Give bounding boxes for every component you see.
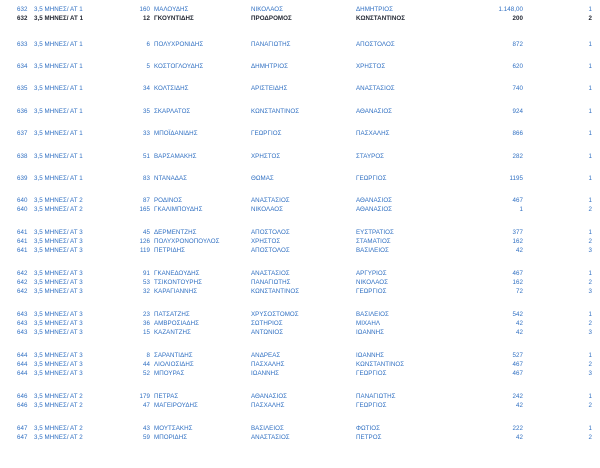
amount-cell: 42 [516,434,523,441]
row-id: 640 [17,197,28,204]
surname-cell: ΣΚΑΡΛΑΤΟΣ [154,108,191,115]
father-name-cell: ΚΩΝΣΤΑΝΤΙΝΟΣ [356,361,405,368]
father-name-cell: ΝΙΚΟΛΑΟΣ [356,279,388,286]
father-name-cell: ΚΩΝΣΤΑΝΤΙΝΟΣ [356,15,405,22]
amount-cell: 866 [512,130,523,137]
duration-cell: 3,5 ΜΗΝΕΣ/ ΑΤ 3 [34,229,83,236]
amount-cell: 1195 [509,175,523,182]
table-row [0,247,600,255]
order-cell: 1 [588,175,592,182]
father-name-cell: ΣΤΑΜΑΤΙΟΣ [356,238,391,245]
father-name-cell: ΠΑΣΧΑΛΗΣ [356,130,390,137]
number-cell: 53 [143,279,150,286]
surname-cell: ΓΚΑΛΙΜΠΟΥΔΗΣ [154,206,203,213]
order-cell: 1 [588,352,592,359]
duration-cell: 3,5 ΜΗΝΕΣ/ ΑΤ 2 [34,206,83,213]
duration-cell: 3,5 ΜΗΝΕΣ/ ΑΤ 3 [34,279,83,286]
row-id: 644 [17,361,28,368]
duration-cell: 3,5 ΜΗΝΕΣ/ ΑΤ 3 [34,311,83,318]
amount-cell: 542 [512,311,523,318]
duration-cell: 3,5 ΜΗΝΕΣ/ ΑΤ 1 [34,63,83,70]
order-cell: 2 [588,361,592,368]
order-cell: 1 [588,41,592,48]
father-name-cell: ΦΩΤΙΟΣ [356,425,380,432]
order-cell: 1 [588,425,592,432]
row-id: 636 [17,108,28,115]
amount-cell: 740 [512,85,523,92]
duration-cell: 3,5 ΜΗΝΕΣ/ ΑΤ 3 [34,320,83,327]
duration-cell: 3,5 ΜΗΝΕΣ/ ΑΤ 1 [34,108,83,115]
first-name-cell: ΑΝΑΣΤΑΣΙΟΣ [251,434,290,441]
table-row [0,402,600,410]
order-cell: 2 [588,320,592,327]
amount-cell: 72 [516,288,523,295]
duration-cell: 3,5 ΜΗΝΕΣ/ ΑΤ 1 [34,130,83,137]
number-cell: 87 [143,197,150,204]
duration-cell: 3,5 ΜΗΝΕΣ/ ΑΤ 3 [34,270,83,277]
table-row [0,229,600,237]
table-row [0,329,600,337]
order-cell: 1 [588,63,592,70]
row-id: 642 [17,279,28,286]
surname-cell: ΜΑΓΕΙΡΟΥΔΗΣ [154,402,198,409]
duration-cell: 3,5 ΜΗΝΕΣ/ ΑΤ 3 [34,329,83,336]
number-cell: 179 [139,393,150,400]
row-id: 642 [17,270,28,277]
row-id: 635 [17,85,28,92]
row-id: 643 [17,329,28,336]
first-name-cell: ΑΡΙΣΤΕΙΔΗΣ [251,85,288,92]
father-name-cell: ΑΡΓΥΡΙΟΣ [356,270,387,277]
row-id: 633 [17,41,28,48]
father-name-cell: ΕΥΣΤΡΑΤΙΟΣ [356,229,394,236]
table-row [0,130,600,138]
order-cell: 2 [588,279,592,286]
duration-cell: 3,5 ΜΗΝΕΣ/ ΑΤ 3 [34,370,83,377]
father-name-cell: ΙΩΑΝΝΗΣ [356,352,385,359]
order-cell: 2 [588,238,592,245]
row-id: 643 [17,320,28,327]
first-name-cell: ΧΡΗΣΤΟΣ [251,238,281,245]
first-name-cell: ΑΠΟΣΤΟΛΟΣ [251,229,290,236]
number-cell: 44 [143,361,150,368]
father-name-cell: ΓΕΩΡΓΙΟΣ [356,402,387,409]
first-name-cell: ΚΩΝΣΤΑΝΤΙΝΟΣ [251,288,300,295]
duration-cell: 3,5 ΜΗΝΕΣ/ ΑΤ 2 [34,393,83,400]
surname-cell: ΓΚΟΥΝΤΙΔΗΣ [154,15,194,22]
first-name-cell: ΑΝΔΡΕΑΣ [251,352,281,359]
father-name-cell: ΑΘΑΝΑΣΙΟΣ [356,206,393,213]
amount-cell: 222 [512,425,523,432]
first-name-cell: ΓΕΩΡΓΙΟΣ [251,130,282,137]
order-cell: 1 [588,393,592,400]
amount-cell: 527 [512,352,523,359]
order-cell: 1 [588,229,592,236]
row-id: 642 [17,288,28,295]
number-cell: 33 [143,130,150,137]
surname-cell: ΜΟΥΤΣΑΚΗΣ [154,425,193,432]
number-cell: 15 [143,329,150,336]
table-row [0,41,600,49]
amount-cell: 42 [516,402,523,409]
order-cell: 2 [588,402,592,409]
surname-cell: ΚΟΛΤΣΙΔΗΣ [154,85,189,92]
table-row [0,311,600,319]
father-name-cell: ΑΘΑΝΑΣΙΟΣ [356,108,393,115]
duration-cell: 3,5 ΜΗΝΕΣ/ ΑΤ 3 [34,288,83,295]
duration-cell: 3,5 ΜΗΝΕΣ/ ΑΤ 1 [34,85,83,92]
order-cell: 3 [588,247,592,254]
duration-cell: 3,5 ΜΗΝΕΣ/ ΑΤ 2 [34,197,83,204]
surname-cell: ΚΑΡΑΓΙΑΝΝΗΣ [154,288,198,295]
surname-cell: ΜΠΟΡΙΔΗΣ [154,434,188,441]
amount-cell: 467 [512,270,523,277]
amount-cell: 162 [512,279,523,286]
father-name-cell: ΔΗΜΗΤΡΙΟΣ [356,6,393,13]
father-name-cell: ΑΠΟΣΤΟΛΟΣ [356,41,395,48]
first-name-cell: ΔΗΜΗΤΡΙΟΣ [251,63,288,70]
father-name-cell: ΠΕΤΡΟΣ [356,434,382,441]
table-row [0,270,600,278]
surname-cell: ΤΣΙΚΟΝΤΟΥΡΗΣ [154,279,202,286]
order-cell: 1 [588,270,592,277]
first-name-cell: ΠΑΣΧΑΛΗΣ [251,361,285,368]
amount-cell: 162 [512,238,523,245]
row-id: 638 [17,153,28,160]
surname-cell: ΠΕΤΡΙΔΗΣ [154,247,186,254]
first-name-cell: ΠΑΣΧΑΛΗΣ [251,402,285,409]
amount-cell: 872 [512,41,523,48]
surname-cell: ΑΜΒΡΟΣΙΑΔΗΣ [154,320,199,327]
father-name-cell: ΑΘΑΝΑΣΙΟΣ [356,197,393,204]
order-cell: 1 [588,197,592,204]
amount-cell: 200 [512,15,523,22]
duration-cell: 3,5 ΜΗΝΕΣ/ ΑΤ 1 [34,175,83,182]
duration-cell: 3,5 ΜΗΝΕΣ/ ΑΤ 3 [34,247,83,254]
surname-cell: ΜΑΛΟΥΔΗΣ [154,6,189,13]
duration-cell: 3,5 ΜΗΝΕΣ/ ΑΤ 3 [34,238,83,245]
number-cell: 45 [143,229,150,236]
surname-cell: ΠΕΤΡΑΣ [154,393,179,400]
number-cell: 12 [143,15,150,22]
order-cell: 2 [588,15,592,22]
order-cell: 1 [588,85,592,92]
number-cell: 52 [143,370,150,377]
father-name-cell: ΠΑΝΑΓΙΩΤΗΣ [356,393,396,400]
first-name-cell: ΘΩΜΑΣ [251,175,274,182]
table-row [0,370,600,378]
father-name-cell: ΒΑΣΙΛΕΙΟΣ [356,311,389,318]
number-cell: 5 [146,63,150,70]
order-cell: 3 [588,288,592,295]
table-row [0,108,600,116]
duration-cell: 3,5 ΜΗΝΕΣ/ ΑΤ 2 [34,425,83,432]
first-name-cell: ΝΙΚΟΛΑΟΣ [251,6,283,13]
surname-cell: ΠΟΛΥΧΡΟΝΟΠΟΥΛΟΣ [154,238,220,245]
first-name-cell: ΑΠΟΣΤΟΛΟΣ [251,247,290,254]
first-name-cell: ΧΡΥΣΟΣΤΟΜΟΣ [251,311,299,318]
amount-cell: 1.148,00 [498,6,523,13]
duration-cell: 3,5 ΜΗΝΕΣ/ ΑΤ 3 [34,352,83,359]
row-id: 646 [17,402,28,409]
row-id: 637 [17,130,28,137]
row-id: 641 [17,229,28,236]
surname-cell: ΓΚΑΝΕΔΟΥΔΗΣ [154,270,200,277]
table-row [0,425,600,433]
order-cell: 2 [588,206,592,213]
number-cell: 23 [143,311,150,318]
table-row [0,15,600,23]
amount-cell: 924 [512,108,523,115]
table-row [0,6,600,14]
first-name-cell: ΙΩΑΝΝΗΣ [251,370,280,377]
amount-cell: 620 [512,63,523,70]
order-cell: 2 [588,434,592,441]
surname-cell: ΜΠΟΪΔΑΝΙΔΗΣ [154,130,198,137]
number-cell: 32 [143,288,150,295]
order-cell: 1 [588,6,592,13]
table-row [0,153,600,161]
surname-cell: ΚΟΣΤΟΓΛΟΥΔΗΣ [154,63,204,70]
amount-cell: 467 [512,370,523,377]
number-cell: 119 [139,247,150,254]
first-name-cell: ΑΝΤΩΝΙΟΣ [251,329,284,336]
first-name-cell: ΑΝΑΣΤΑΣΙΟΣ [251,197,290,204]
amount-cell: 42 [516,329,523,336]
row-id: 639 [17,175,28,182]
row-id: 640 [17,206,28,213]
father-name-cell: ΓΕΩΡΓΙΟΣ [356,370,387,377]
row-id: 647 [17,434,28,441]
surname-cell: ΝΤΑΝΑΔΑΣ [154,175,187,182]
surname-cell: ΚΑΖΑΝΤΖΗΣ [154,329,191,336]
number-cell: 165 [139,206,150,213]
first-name-cell: ΒΑΣΙΛΕΙΟΣ [251,425,284,432]
duration-cell: 3,5 ΜΗΝΕΣ/ ΑΤ 3 [34,361,83,368]
table-row [0,197,600,205]
row-id: 632 [17,15,28,22]
first-name-cell: ΣΩΤΗΡΙΟΣ [251,320,283,327]
father-name-cell: ΓΕΩΡΓΙΟΣ [356,288,387,295]
number-cell: 43 [143,425,150,432]
father-name-cell: ΓΕΩΡΓΙΟΣ [356,175,387,182]
number-cell: 34 [143,85,150,92]
amount-cell: 42 [516,320,523,327]
duration-cell: 3,5 ΜΗΝΕΣ/ ΑΤ 2 [34,434,83,441]
father-name-cell: ΒΑΣΙΛΕΙΟΣ [356,247,389,254]
surname-cell: ΒΑΡΣΑΜΑΚΗΣ [154,153,197,160]
order-cell: 1 [588,153,592,160]
table-row [0,434,600,442]
row-id: 647 [17,425,28,432]
order-cell: 3 [588,370,592,377]
number-cell: 59 [143,434,150,441]
row-id: 646 [17,393,28,400]
duration-cell: 3,5 ΜΗΝΕΣ/ ΑΤ 1 [34,15,84,22]
table-row [0,320,600,328]
table-row [0,85,600,93]
surname-cell: ΔΕΡΜΕΝΤΖΗΣ [154,229,197,236]
surname-cell: ΣΑΡΑΝΤΙΔΗΣ [154,352,193,359]
number-cell: 35 [143,108,150,115]
table-row [0,206,600,214]
number-cell: 83 [143,175,150,182]
table-row [0,361,600,369]
order-cell: 3 [588,329,592,336]
row-id: 632 [17,6,28,13]
first-name-cell: ΠΡΟΔΡΟΜΟΣ [251,15,292,22]
first-name-cell: ΑΘΑΝΑΣΙΟΣ [251,393,288,400]
first-name-cell: ΠΑΝΑΓΙΩΤΗΣ [251,41,291,48]
number-cell: 6 [146,41,150,48]
surname-cell: ΡΟΔΙΝΟΣ [154,197,183,204]
table-row [0,279,600,287]
table-row [0,238,600,246]
first-name-cell: ΑΝΑΣΤΑΣΙΟΣ [251,270,290,277]
first-name-cell: ΝΙΚΟΛΑΟΣ [251,206,283,213]
father-name-cell: ΣΤΑΥΡΟΣ [356,153,385,160]
amount-cell: 282 [512,153,523,160]
table-row [0,352,600,360]
first-name-cell: ΚΩΝΣΤΑΝΤΙΝΟΣ [251,108,300,115]
row-id: 644 [17,352,28,359]
number-cell: 36 [143,320,150,327]
surname-cell: ΠΟΛΥΧΡΟΝΙΔΗΣ [154,41,204,48]
number-cell: 91 [143,270,150,277]
row-id: 644 [17,370,28,377]
order-cell: 1 [588,130,592,137]
row-id: 634 [17,63,28,70]
duration-cell: 3,5 ΜΗΝΕΣ/ ΑΤ 1 [34,153,83,160]
surname-cell: ΜΠΟΥΡΑΣ [154,370,185,377]
row-id: 641 [17,238,28,245]
order-cell: 1 [588,311,592,318]
duration-cell: 3,5 ΜΗΝΕΣ/ ΑΤ 1 [34,41,83,48]
duration-cell: 3,5 ΜΗΝΕΣ/ ΑΤ 1 [34,6,83,13]
table-row [0,175,600,183]
number-cell: 8 [146,352,150,359]
surname-cell: ΛΙΟΛΙΟΣΙΔΗΣ [154,361,194,368]
table-row [0,288,600,296]
number-cell: 51 [143,153,150,160]
amount-cell: 467 [512,361,523,368]
amount-cell: 467 [512,197,523,204]
father-name-cell: ΙΩΑΝΝΗΣ [356,329,385,336]
number-cell: 47 [143,402,150,409]
first-name-cell: ΠΑΝΑΓΙΩΤΗΣ [251,279,291,286]
first-name-cell: ΧΡΗΣΤΟΣ [251,153,281,160]
amount-cell: 1 [519,206,523,213]
surname-cell: ΠΑΤΣΑΤΖΗΣ [154,311,190,318]
amount-cell: 242 [512,393,523,400]
row-id: 641 [17,247,28,254]
number-cell: 126 [139,238,150,245]
father-name-cell: ΧΡΗΣΤΟΣ [356,63,386,70]
table-row [0,393,600,401]
order-cell: 1 [588,108,592,115]
father-name-cell: ΜΙΧΑΗΛ [356,320,381,327]
amount-cell: 42 [516,247,523,254]
number-cell: 160 [139,6,150,13]
table-row [0,63,600,71]
father-name-cell: ΑΝΑΣΤΑΣΙΟΣ [356,85,395,92]
row-id: 643 [17,311,28,318]
duration-cell: 3,5 ΜΗΝΕΣ/ ΑΤ 2 [34,402,83,409]
amount-cell: 377 [512,229,523,236]
